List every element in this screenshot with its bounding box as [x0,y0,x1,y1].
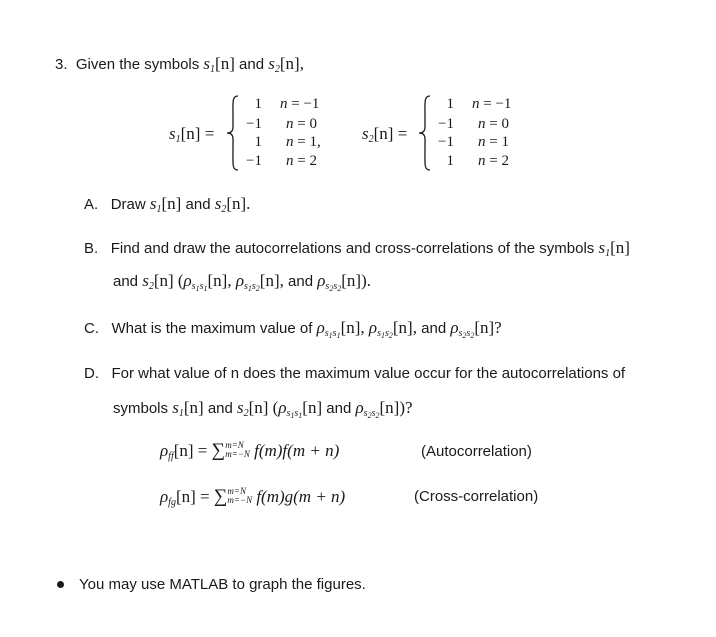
bullet-icon [57,581,64,588]
part-c: C. What is the maximum value of $\rho_{s_1s_1}[n]$, $\rho_{s_1s_2}[n]$, and $\rho_{s_2s_2}[n]$? [84,318,502,340]
part-b-text: Find and draw the autocorrelations and cross-correlations of the symbols [110,240,595,257]
and-word: and [239,56,265,73]
problem-intro: Given the symbols [75,56,200,73]
part-c-text: What is the maximum value of [111,320,313,337]
summation-icon: ∑ [213,486,228,507]
part-c-label: C. [84,320,99,337]
rho-pair: ($\rho_{s_1s_1}[n]$ [272,398,323,420]
symbol-s2: $s_2[n]$ [142,271,174,292]
symbol-s1: $s_1[n]$ [203,54,235,75]
part-d-label: D. [84,365,99,382]
s2-definition-lhs: $s_2[n]$ = [362,124,408,145]
rho-s2s2: $\rho_{s_2s_2}[n]$? [450,318,502,340]
problem-number: 3. [55,56,68,73]
symbol-s2: $s_2[n]$ [237,398,269,419]
part-d-line1 [84,365,625,382]
cross-correlation-formula: $\rho_{fg}[n] = \sum m=N$ m=−N f(m)g(m + n) [160,486,346,508]
part-a: A. Draw $s_1[n]$ and $s_2[n]$. [84,194,251,215]
part-a-text: Draw [110,196,146,213]
rho-list: $\rho_{s_1s_1}[n]$, $\rho_{s_1s_2}[n]$, [316,318,417,340]
symbol-s2: $s_2[n]$. [214,194,251,215]
cross-correlation-note: (Cross-correlation) [414,488,539,505]
symbol-s1: $s_1[n]$ [149,194,182,215]
part-b-label: B. [84,240,99,257]
part-d-text: For what value of n does the maximum value occur for the autocorrelations of [111,365,626,382]
s2-piecewise: 1 n = −1 −1 n = 0 −1 n = 1 1 n = 2 [438,96,512,169]
rho-list: ($\rho_{s_1s_1}[n]$, $\rho_{s_1s_2}[n]$, [177,271,284,293]
problem-statement [55,54,304,75]
symbol-s1: $s_1[n]$ [172,398,204,419]
symbol-s2: $s_2[n]$, [268,54,304,75]
summation-icon: ∑ [211,440,226,461]
matlab-note: You may use MATLAB to graph the figures. [79,576,366,593]
part-b-line1 [84,238,630,259]
symbol-s1: $s_1[n]$ [598,238,630,259]
s1-piecewise: 1 n = −1 −1 n = 0 1 n = 1, −1 n = 2 [246,96,321,169]
part-a-label: A. [84,196,99,213]
autocorrelation-note: (Autocorrelation) [421,443,532,460]
s1-definition-lhs: $s_1[n]$ = [169,124,215,145]
autocorrelation-formula: $\rho_{ff}[n] = \sum m=N$ m=−N f(m)f(m + n) [160,440,340,462]
rho-s2s2: $\rho_{s_2s_2}[n]$). [317,271,371,293]
part-b-line2: and $s_2[n]$ ($\rho_{s_1s_1}[n]$, $\rho_{s_1s_2}[n]$, and $\rho_{s_2s_2}[n]$). [113,271,371,293]
part-d-line2: symbols $s_1[n]$ and $s_2[n]$ ($\rho_{s_1s_1}[n]$ and $\rho_{s_2s_2}[n]$)? [113,398,413,420]
rho-s2s2: $\rho_{s_2s_2}[n]$)? [355,398,413,420]
